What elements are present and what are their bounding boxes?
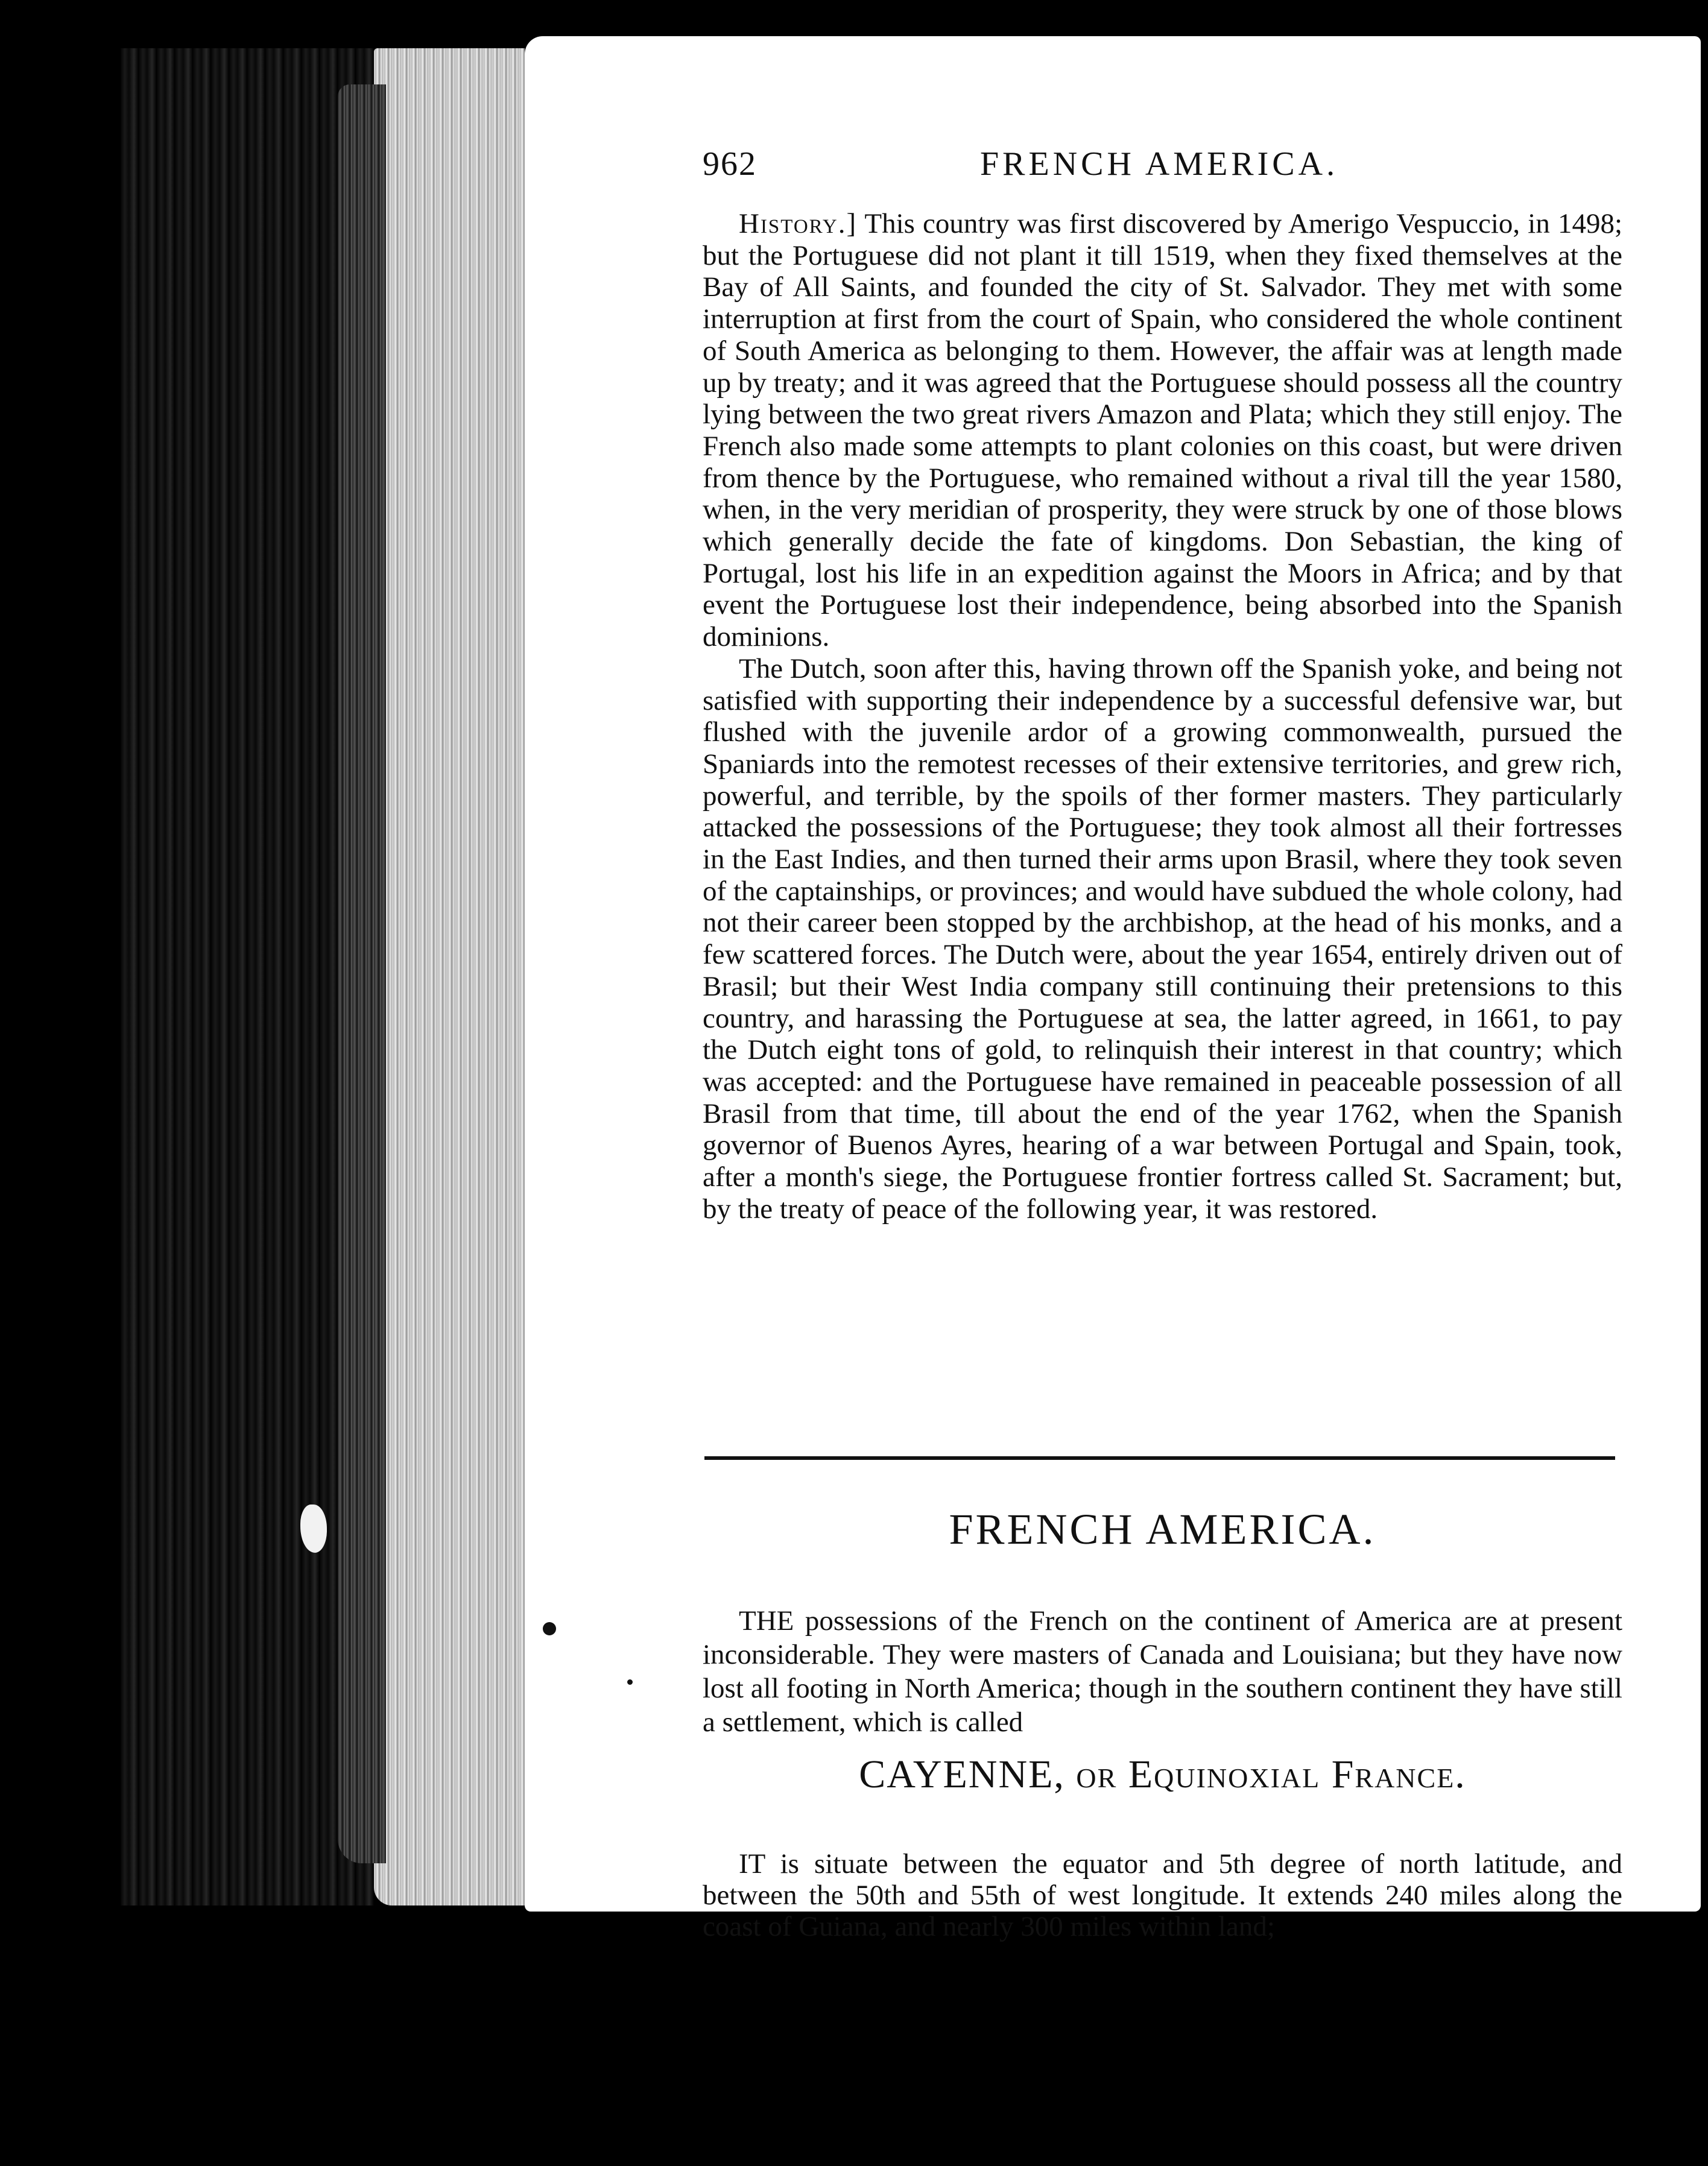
page-stack-edges (374, 48, 525, 1906)
history-paragraph-1-text: This country was first discovered by Amerigo Vespuccio, in 1498; but the Portuguese did not plant it till 1519, when they fixed themselves at the Bay of All Saints, and founded the city of St. Salvador. They met with some interruption at first from the court of Spain, who considered the whole continent of South America as belonging to them. However, the affair was at length made up by treaty; and it was agreed that the Portuguese should possess all the country lying between the two great rivers Amazon and Plata; which they still enjoy. The French also made some attempts to plant colonies on this coast, but were driven from thence by the Portuguese, who remained without a rival till the year 1580, when, in the very meridian of prosperity, they were struck by one of those blows which generally decide the fate of kingdoms. Don Sebastian, the king of Portugal, lost his life in an expedition against the Moors in Africa; and by that event the Portuguese lost their independence, being absorbed into the Spanish dominions. (703, 208, 1623, 653)
running-head-title: FRENCH AMERICA. (980, 145, 1339, 183)
french-america-section (703, 1604, 1622, 1739)
cayenne-text: is situate between the equator and 5th degree of north latitude, and between the 50th and 55th of west longitude. It extends 240 miles along the coast of Guiana, and nearly 300 miles within land; (703, 1848, 1623, 1942)
running-head (703, 145, 1607, 193)
history-paragraph-1 (703, 208, 1622, 653)
cayenne-heading-text: CAYENNE, or Equinoxial France. (859, 1752, 1466, 1796)
french-america-lead-word: THE (739, 1605, 794, 1637)
history-paragraph-2: The Dutch, soon after this, having thrown off the Spanish yoke, and being not satisfied with supporting their independence by a successful defensive war, but flushed with the juvenile ardor of a growing commonwealth, pursued the Spaniards into the remotest recesses of their extensive territories, and grew rich, powerful, and terrible, by the spoils of ther former masters. They particularly attacked the possessions of the Portuguese; they took almost all their fortresses in the East Indies, and then turned their arms upon Brasil, where they took seven of the captainships, or provinces; and would have subdued the whole colony, had not their career been stopped by the archbishop, at the head of his monks, and a few scattered forces. The Dutch were, about the year 1654, entirely driven out of Brasil; but their West India company still continuing their pretensions to this country, and harassing the Portuguese at sea, the latter agreed, in 1661, to pay the Dutch eight tons of gold, to relinquish their interest in that country; which was accepted: and the Portuguese have remained in peaceable possession of all Brasil from that time, till about the end of the year 1762, when the Spanish governor of Buenos Ayres, hearing of a war between Portugal and Spain, took, after a month's siege, the Portuguese frontier fortress called St. Sacrament; but, by the treaty of peace of the following year, it was restored. (703, 652, 1622, 1225)
facing-page-edge (121, 48, 374, 1906)
cayenne-paragraph (703, 1848, 1622, 1942)
ink-dot (543, 1622, 556, 1635)
ink-dot (627, 1679, 633, 1685)
page-number: 962 (703, 145, 757, 183)
cayenne-heading (703, 1752, 1622, 1798)
french-america-heading: FRENCH AMERICA. (949, 1505, 1376, 1553)
paper-speck (300, 1505, 327, 1553)
history-section (703, 208, 1622, 1225)
french-america-paragraph (703, 1604, 1622, 1739)
section-divider (704, 1456, 1615, 1460)
cayenne-lead-word: IT (739, 1848, 765, 1880)
french-america-text: possessions of the French on the continent of America are at present inconsiderable. They were masters of Canada and Louisiana; but they have now lost all footing in North America; though in the southern continent they have still a settlement, which is called (703, 1605, 1622, 1738)
cayenne-section (703, 1848, 1622, 1942)
history-label: History.] (739, 208, 858, 239)
